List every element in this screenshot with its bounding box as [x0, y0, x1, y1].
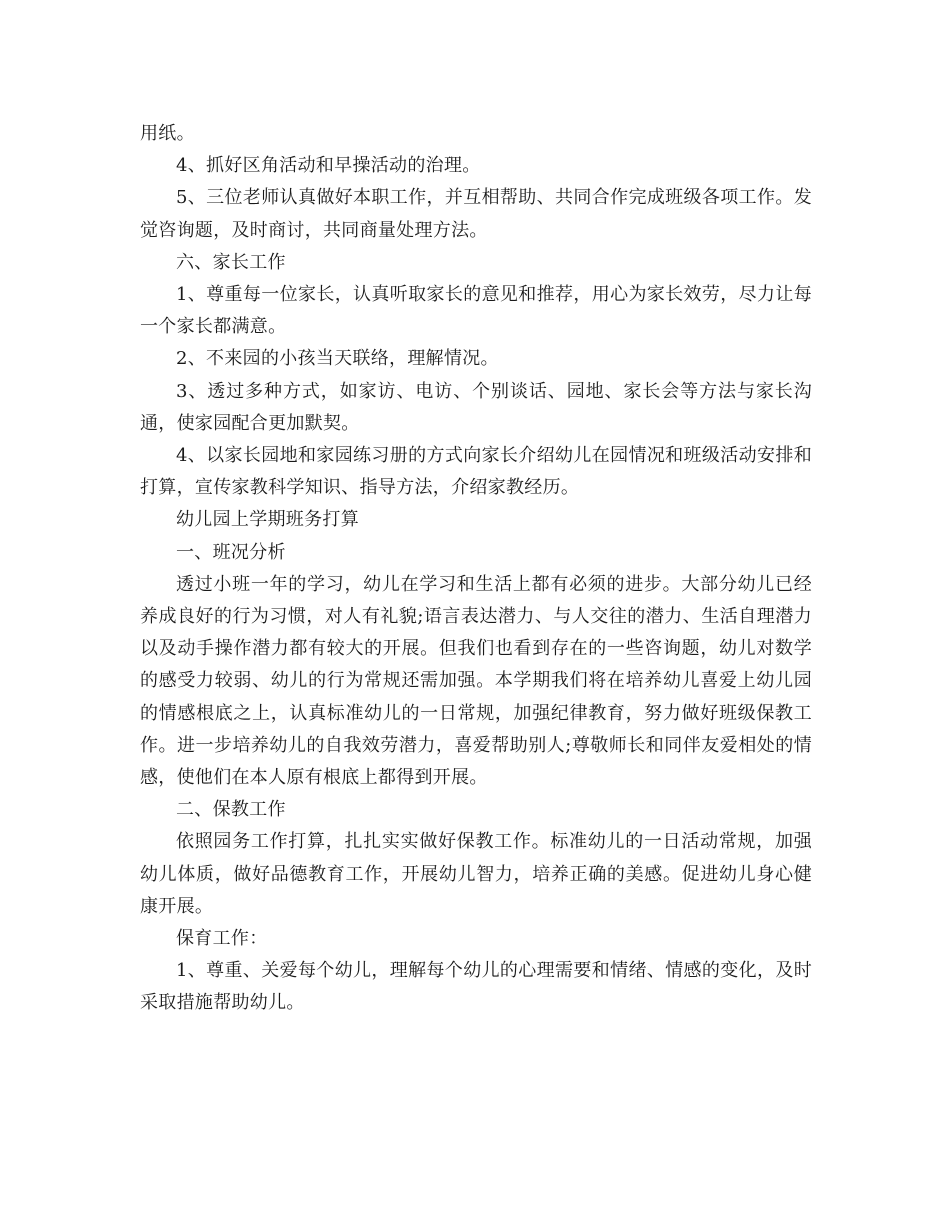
paragraph: 4、以家长园地和家园练习册的方式向家长介绍幼儿在园情况和班级活动安排和打算，宣传家教科学知识、指导方法，介绍家教经历。: [140, 445, 812, 499]
paragraph: 1、尊重、关爱每个幼儿，理解每个幼儿的心理需要和情绪、情感的变化，及时采取措施帮助幼儿。: [140, 960, 812, 1014]
document-body: [140, 118, 812, 1020]
section-heading: 二、保教工作: [176, 799, 286, 821]
paragraph: 透过小班一年的学习，幼儿在学习和生活上都有必须的进步。大部分幼儿已经养成良好的行为习惯，对人有礼貌;语言表达潜力、与人交往的潜力、生活自理潜力以及动手操作潜力都有较大的开展。但我们也看到存在的一些咨询题，幼儿对数学的感受力较弱、幼儿的行为常规还需加强。本学期我们将在培养幼儿喜爱上幼儿园的情感根底之上，认真标准幼儿的一日常规，加强纪律教育，努力做好班级保教工作。进一步培养幼儿的自我效劳潜力，喜爱帮助别人;尊敬师长和同伴友爱相处的情感，使他们在本人原有根底上都得到开展。: [140, 573, 812, 789]
paragraph: 2、不来园的小孩当天联络，理解情况。: [176, 348, 499, 370]
document-title: 幼儿园上学期班务打算: [176, 509, 359, 531]
paragraph: 4、抓好区角活动和早操活动的治理。: [176, 155, 481, 177]
subsection-heading: 保育工作：: [176, 928, 268, 950]
section-heading: 一、班况分析: [176, 541, 286, 563]
paragraph: 用纸。: [140, 123, 195, 144]
paragraph: 1、尊重每一位家长，认真听取家长的意见和推荐，用心为家长效劳，尽力让每一个家长都满意。: [140, 284, 812, 338]
section-heading: 六、家长工作: [176, 251, 286, 273]
paragraph: 5、三位老师认真做好本职工作，并互相帮助、共同合作完成班级各项工作。发觉咨询题，及时商讨，共同商量处理方法。: [140, 187, 812, 241]
paragraph: 依照园务工作打算，扎扎实实做好保教工作。标准幼儿的一日活动常规，加强幼儿体质，做好品德教育工作，开展幼儿智力，培养正确的美感。促进幼儿身心健康开展。: [140, 831, 812, 917]
paragraph: 3、透过多种方式，如家访、电访、个别谈话、园地、家长会等方法与家长沟通，使家园配合更加默契。: [140, 380, 812, 434]
